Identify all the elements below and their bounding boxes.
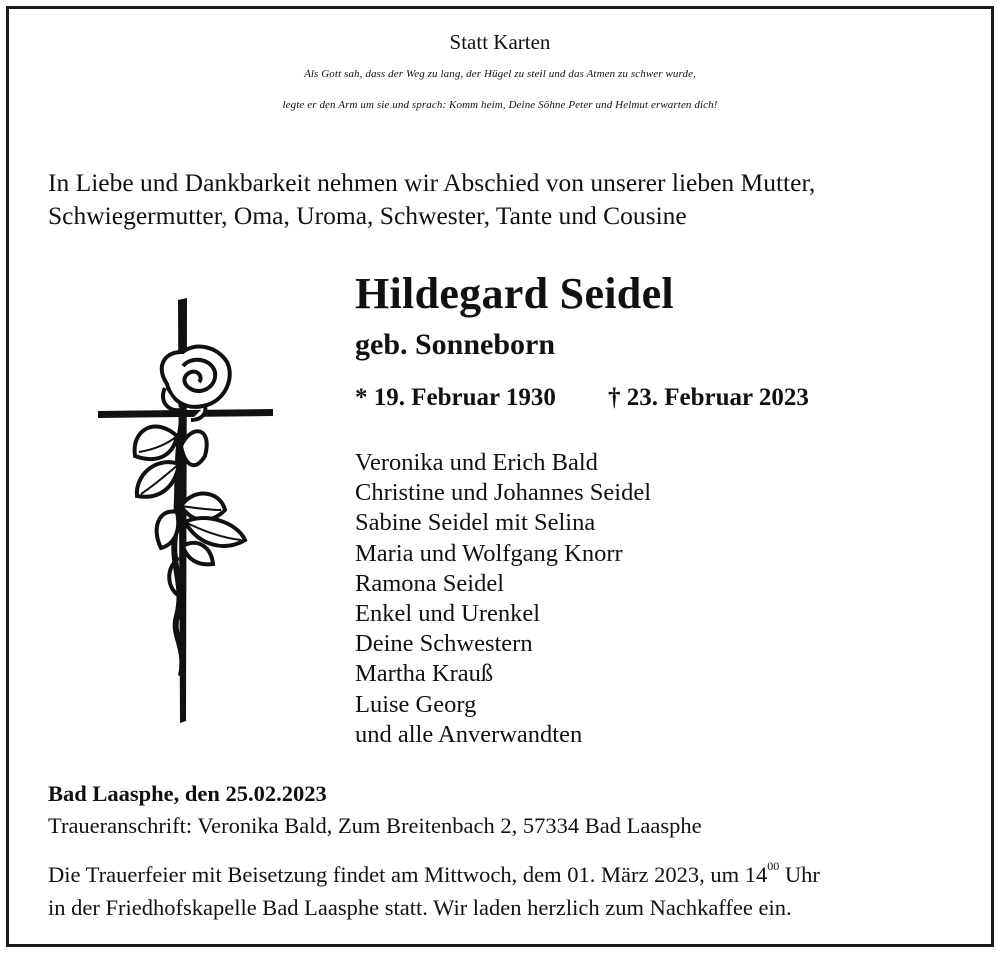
place-date: Bad Laasphe, den 25.02.2023 bbox=[48, 781, 327, 806]
mourner-item: Christine und Johannes Seidel bbox=[355, 479, 652, 507]
mourner-item: Enkel und Urenkel bbox=[355, 599, 541, 627]
funeral-line-2: in der Friedhofskapelle Bad Laasphe statt. Wir laden herzlich zum Nachkaffee ein. bbox=[48, 895, 792, 920]
mourner-item: Veronika und Erich Bald bbox=[355, 449, 598, 476]
mourner-item: Ramona Seidel bbox=[355, 569, 505, 597]
birth-date: * 19. Februar 1930 bbox=[355, 384, 556, 411]
funeral-line-1-text: Die Trauerfeier mit Beisetzung findet am Mittwoch, dem 01. März 2023, um 14 bbox=[48, 862, 768, 887]
quote-line-2: legte er den Arm um sie und sprach: Komm heim, Deine Söhne Peter und Helmut erwarten dich! bbox=[282, 99, 718, 111]
intro-line-2: Schwiegermutter, Oma, Uroma, Schwester, Tante und Cousine bbox=[48, 201, 687, 230]
funeral-line-1-end: Uhr bbox=[779, 862, 820, 887]
deceased-name: Hildegard Seidel bbox=[355, 269, 674, 318]
mourner-item: Deine Schwestern bbox=[355, 630, 533, 658]
cross-with-rose-icon bbox=[95, 296, 275, 726]
mourner-item: Maria und Wolfgang Knorr bbox=[355, 539, 623, 567]
mourning-address: Traueranschrift: Veronika Bald, Zum Breitenbach 2, 57334 Bad Laasphe bbox=[48, 813, 702, 838]
funeral-line-1 bbox=[48, 859, 820, 888]
maiden-name: geb. Sonneborn bbox=[355, 328, 556, 361]
mourner-item: Sabine Seidel mit Selina bbox=[355, 509, 596, 537]
mourners-list bbox=[355, 448, 651, 750]
quote-line-1: Als Gott sah, dass der Weg zu lang, der Hügel zu steil und das Atmen zu schwer wurde, bbox=[304, 68, 696, 80]
mourner-item: Luise Georg bbox=[355, 690, 477, 718]
funeral-time-minutes: 00 bbox=[767, 859, 780, 873]
mourner-item: Martha Krauß bbox=[355, 660, 494, 688]
intro-line-1: In Liebe und Dankbarkeit nehmen wir Abschied von unserer lieben Mutter, bbox=[48, 168, 816, 197]
death-date: † 23. Februar 2023 bbox=[608, 384, 809, 411]
mourner-item: und alle Anverwandten bbox=[355, 720, 583, 748]
header-text: Statt Karten bbox=[449, 30, 551, 54]
